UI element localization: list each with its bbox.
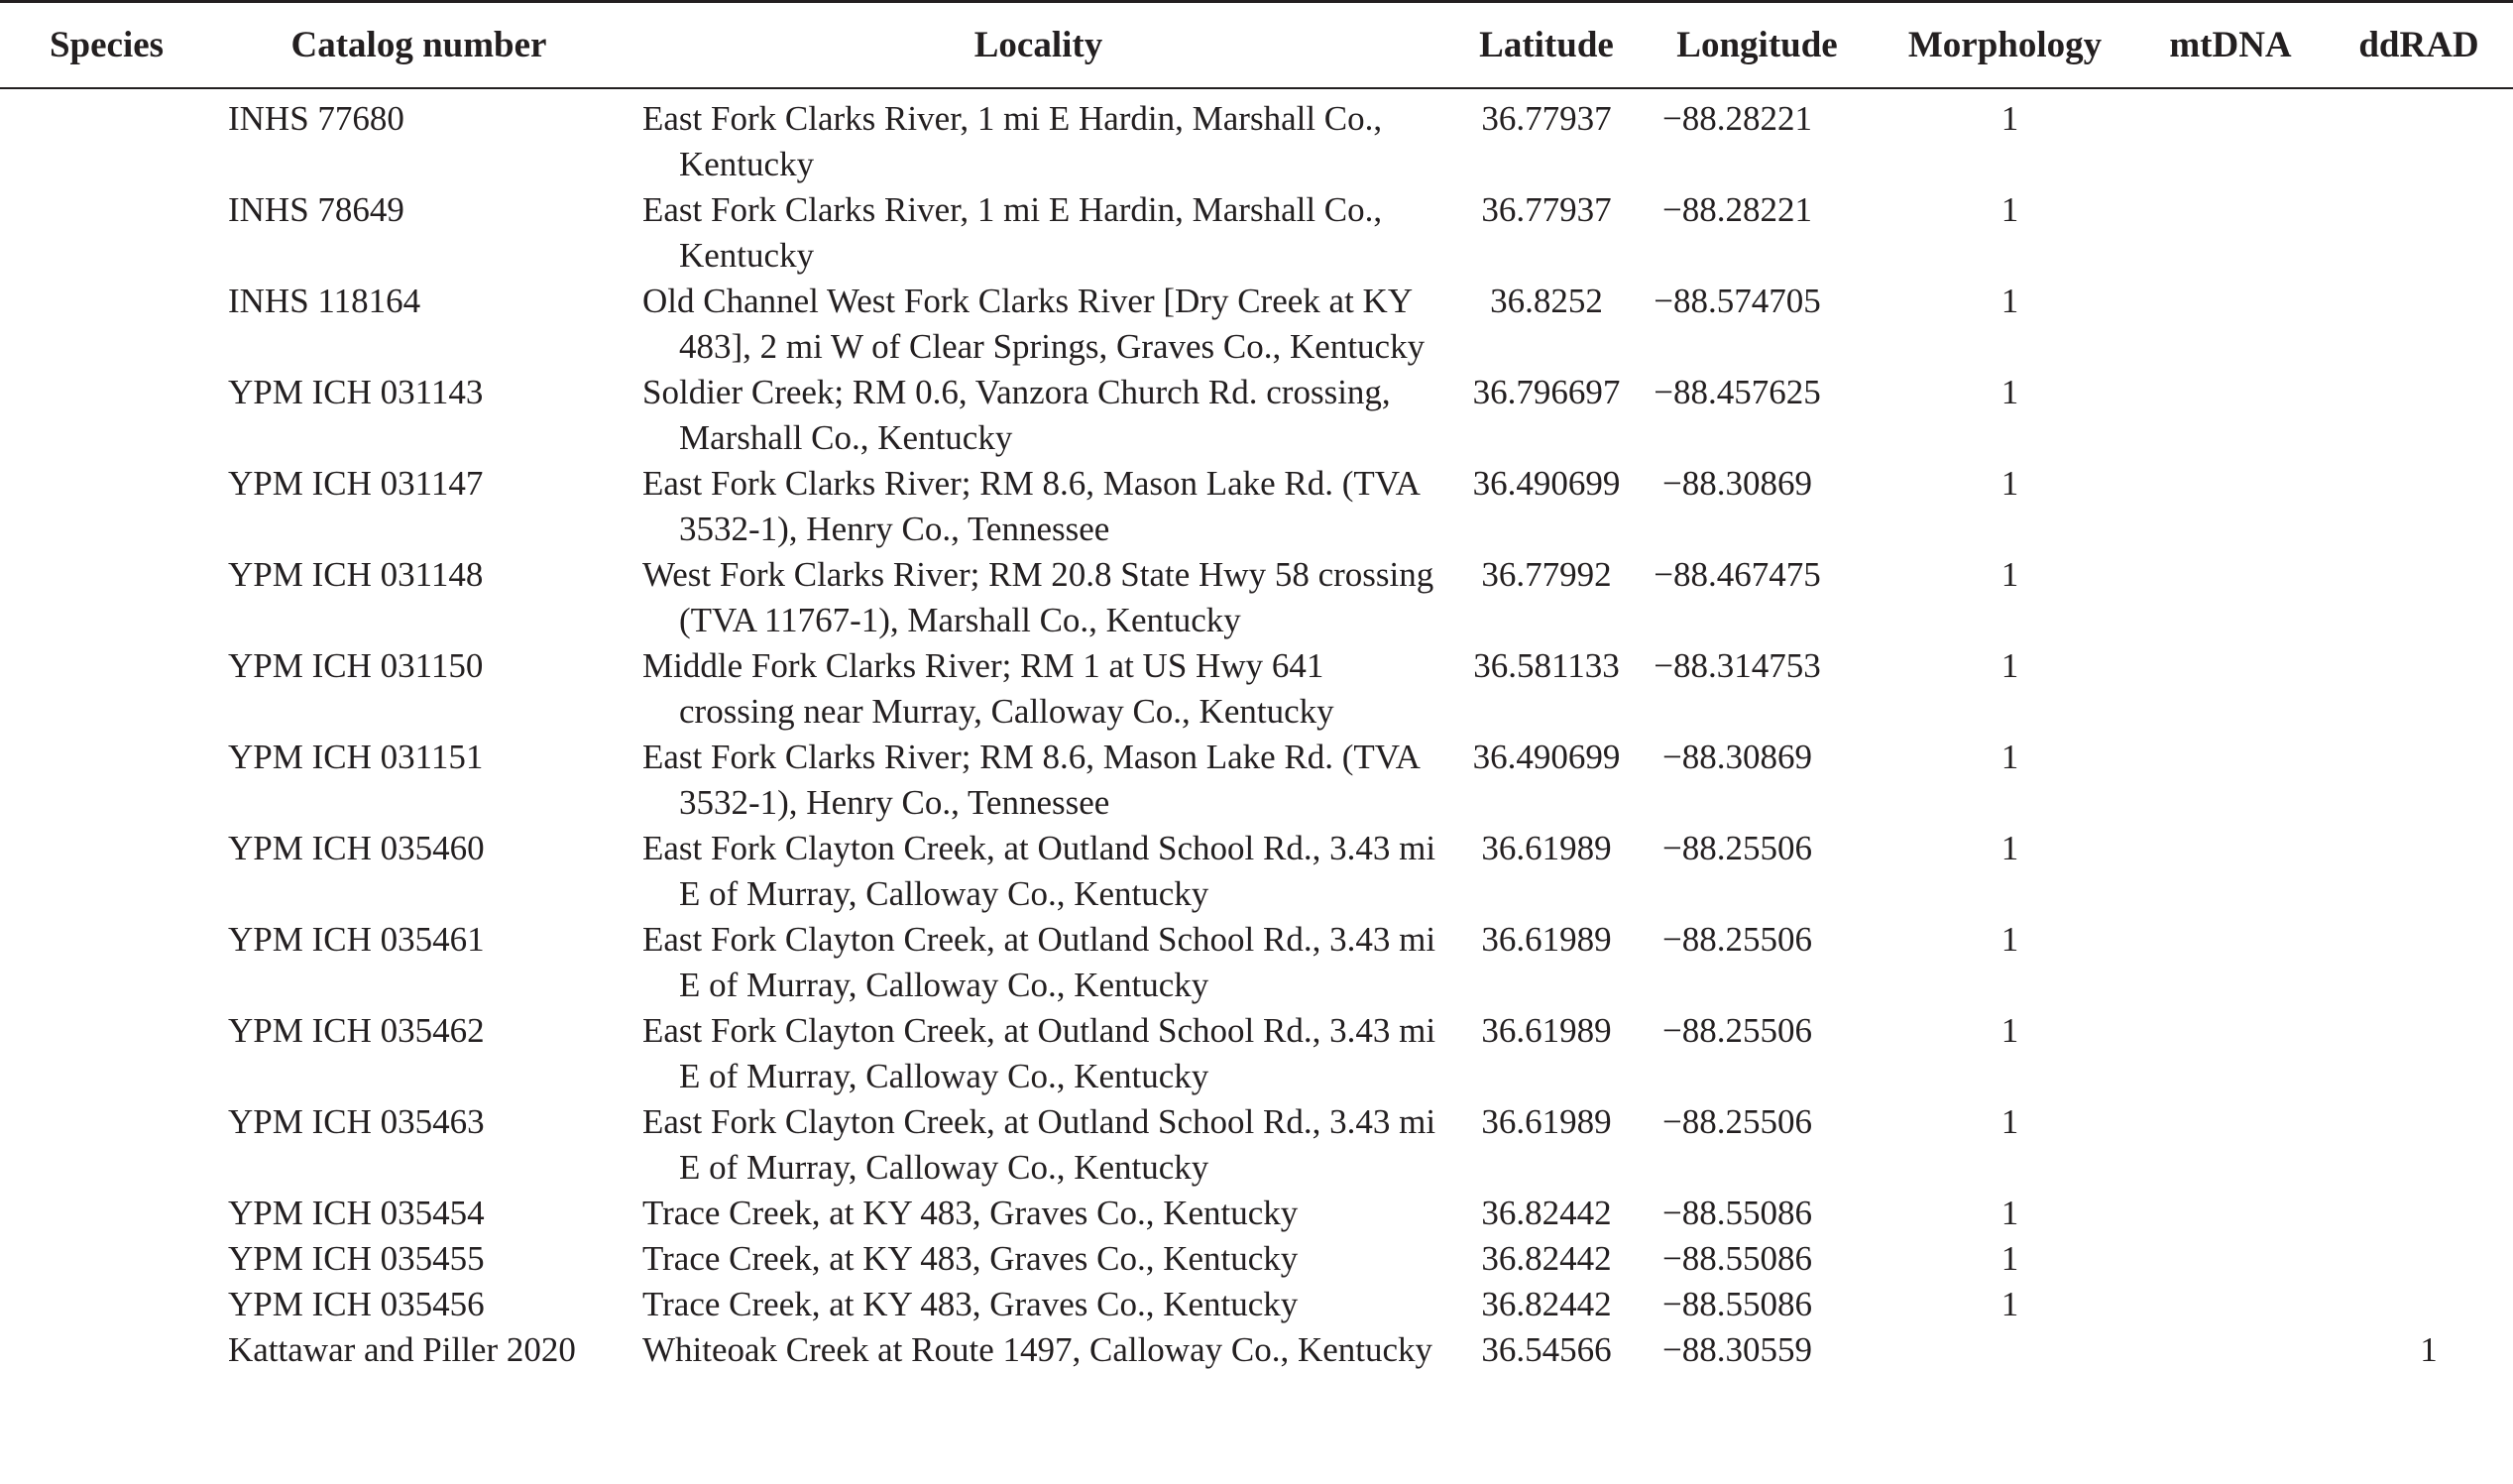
cell-mtdna (2136, 552, 2325, 643)
cell-latitude: 36.77937 (1481, 189, 1612, 229)
header-row (0, 2, 2513, 88)
table-row (0, 826, 2513, 917)
cell-ddrad (2325, 643, 2513, 735)
cell-species (0, 1236, 213, 1282)
cell-species (0, 917, 213, 1008)
table-row (0, 1327, 2513, 1373)
cell-latitude: 36.61989 (1481, 828, 1612, 867)
cell-species (0, 1282, 213, 1327)
cell-catalog-number: YPM ICH 035460 (228, 828, 485, 867)
cell-mtdna (2136, 187, 2325, 279)
header-ddrad: ddRAD (2325, 2, 2513, 88)
cell-locality: Old Channel West Fork Clarks River [Dry Creek at KY 483], 2 mi W of Clear Springs, Graves Co., Kentucky (642, 281, 1426, 366)
cell-species (0, 279, 213, 370)
cell-locality: West Fork Clarks River; RM 20.8 State Hwy 58 crossing (TVA 11767-1), Marshall Co., Kentucky (642, 554, 1434, 639)
header-morphology: Morphology (1874, 2, 2136, 88)
cell-catalog-number: INHS 77680 (228, 98, 404, 138)
cell-longitude: −88.25506 (1662, 919, 1812, 959)
cell-longitude: −88.30559 (1662, 1329, 1812, 1369)
cell-ddrad (2325, 279, 2513, 370)
cell-species (0, 643, 213, 735)
cell-morphology: 1 (2000, 189, 2019, 229)
cell-catalog-number: Kattawar and Piller 2020 (228, 1329, 576, 1369)
cell-ddrad: 1 (2420, 1329, 2438, 1369)
cell-mtdna (2136, 1191, 2325, 1236)
cell-morphology: 1 (2000, 281, 2019, 320)
cell-species (0, 735, 213, 826)
cell-ddrad (2325, 1191, 2513, 1236)
cell-longitude: −88.30869 (1662, 463, 1812, 503)
cell-locality: East Fork Clayton Creek, at Outland School Rd., 3.43 mi E of Murray, Calloway Co., Kentucky (642, 1010, 1436, 1095)
cell-catalog-number: YPM ICH 035462 (228, 1010, 485, 1050)
cell-locality: East Fork Clayton Creek, at Outland School Rd., 3.43 mi E of Murray, Calloway Co., Kentucky (642, 828, 1436, 913)
header-longitude: Longitude (1641, 2, 1874, 88)
cell-locality: Soldier Creek; RM 0.6, Vanzora Church Rd. crossing, Marshall Co., Kentucky (642, 372, 1391, 457)
header-catalog-number: Catalog number (213, 2, 625, 88)
cell-latitude: 36.61989 (1481, 1101, 1612, 1141)
cell-latitude: 36.61989 (1481, 919, 1612, 959)
cell-species (0, 370, 213, 461)
cell-longitude: −88.55086 (1662, 1193, 1812, 1232)
cell-catalog-number: YPM ICH 031143 (228, 372, 484, 411)
cell-longitude: −88.574705 (1654, 281, 1821, 320)
table-row (0, 917, 2513, 1008)
cell-species (0, 826, 213, 917)
cell-ddrad (2325, 370, 2513, 461)
cell-latitude: 36.77937 (1481, 98, 1612, 138)
cell-latitude: 36.490699 (1472, 737, 1621, 776)
cell-catalog-number: YPM ICH 035455 (228, 1238, 485, 1278)
cell-longitude: −88.25506 (1662, 828, 1812, 867)
cell-locality: East Fork Clayton Creek, at Outland School Rd., 3.43 mi E of Murray, Calloway Co., Kentucky (642, 1101, 1436, 1187)
cell-latitude: 36.77992 (1481, 554, 1612, 594)
cell-ddrad (2325, 1008, 2513, 1099)
cell-mtdna (2136, 1099, 2325, 1191)
cell-latitude: 36.54566 (1481, 1329, 1612, 1369)
cell-catalog-number: INHS 118164 (228, 281, 421, 320)
header-locality: Locality (625, 2, 1452, 88)
cell-latitude: 36.82442 (1481, 1193, 1612, 1232)
cell-latitude: 36.82442 (1481, 1238, 1612, 1278)
table-row (0, 552, 2513, 643)
cell-morphology: 1 (2000, 645, 2019, 685)
cell-catalog-number: YPM ICH 035461 (228, 919, 485, 959)
table-row (0, 1191, 2513, 1236)
cell-longitude: −88.28221 (1662, 189, 1812, 229)
table-row (0, 88, 2513, 187)
cell-mtdna (2136, 370, 2325, 461)
cell-longitude: −88.25506 (1662, 1101, 1812, 1141)
cell-latitude: 36.490699 (1472, 463, 1621, 503)
cell-morphology: 1 (2000, 737, 2019, 776)
table-row (0, 1282, 2513, 1327)
cell-locality: East Fork Clarks River; RM 8.6, Mason Lake Rd. (TVA 3532-1), Henry Co., Tennessee (642, 463, 1419, 548)
cell-latitude: 36.796697 (1472, 372, 1621, 411)
cell-morphology: 1 (2000, 1193, 2019, 1232)
cell-species (0, 187, 213, 279)
cell-longitude: −88.55086 (1662, 1238, 1812, 1278)
cell-ddrad (2325, 826, 2513, 917)
cell-morphology: 1 (2000, 1010, 2019, 1050)
cell-morphology: 1 (2000, 1101, 2019, 1141)
cell-latitude: 36.82442 (1481, 1284, 1612, 1323)
cell-latitude: 36.61989 (1481, 1010, 1612, 1050)
table-row (0, 370, 2513, 461)
cell-mtdna (2136, 643, 2325, 735)
header-latitude: Latitude (1452, 2, 1641, 88)
cell-catalog-number: YPM ICH 031147 (228, 463, 484, 503)
cell-morphology: 1 (2000, 1284, 2019, 1323)
cell-catalog-number: YPM ICH 035456 (228, 1284, 485, 1323)
cell-mtdna (2136, 1236, 2325, 1282)
cell-species (0, 1327, 213, 1373)
cell-mtdna (2136, 279, 2325, 370)
cell-locality: Trace Creek, at KY 483, Graves Co., Kentucky (642, 1238, 1299, 1278)
cell-ddrad (2325, 1099, 2513, 1191)
cell-mtdna (2136, 1282, 2325, 1327)
cell-ddrad (2325, 1282, 2513, 1327)
table-row (0, 1008, 2513, 1099)
cell-ddrad (2325, 461, 2513, 552)
cell-species (0, 1008, 213, 1099)
cell-longitude: −88.467475 (1654, 554, 1821, 594)
cell-catalog-number: YPM ICH 035454 (228, 1193, 485, 1232)
table-row (0, 187, 2513, 279)
cell-longitude: −88.30869 (1662, 737, 1812, 776)
cell-species (0, 552, 213, 643)
cell-ddrad (2325, 1236, 2513, 1282)
cell-ddrad (2325, 735, 2513, 826)
cell-locality: East Fork Clarks River, 1 mi E Hardin, Marshall Co., Kentucky (642, 98, 1383, 183)
cell-species (0, 88, 213, 187)
cell-species (0, 1191, 213, 1236)
cell-ddrad (2325, 187, 2513, 279)
cell-morphology: 1 (2000, 1238, 2019, 1278)
header-mtdna: mtDNA (2136, 2, 2325, 88)
cell-catalog-number: YPM ICH 031148 (228, 554, 484, 594)
cell-longitude: −88.25506 (1662, 1010, 1812, 1050)
cell-morphology: 1 (2000, 463, 2019, 503)
cell-morphology: 1 (2000, 919, 2019, 959)
table-row (0, 461, 2513, 552)
cell-mtdna (2136, 917, 2325, 1008)
cell-mtdna (2136, 461, 2325, 552)
cell-mtdna (2136, 735, 2325, 826)
cell-mtdna (2136, 826, 2325, 917)
table-header (0, 2, 2513, 88)
table-row (0, 1236, 2513, 1282)
cell-longitude: −88.457625 (1654, 372, 1821, 411)
cell-latitude: 36.581133 (1473, 645, 1620, 685)
table-row (0, 279, 2513, 370)
cell-species (0, 461, 213, 552)
table-row (0, 735, 2513, 826)
cell-mtdna (2136, 88, 2325, 187)
cell-ddrad (2325, 88, 2513, 187)
table-row (0, 643, 2513, 735)
cell-locality: East Fork Clarks River, 1 mi E Hardin, Marshall Co., Kentucky (642, 189, 1383, 275)
cell-locality: Middle Fork Clarks River; RM 1 at US Hwy 641 crossing near Murray, Calloway Co., Kentucky (642, 645, 1334, 731)
cell-morphology (1874, 1327, 2136, 1373)
cell-morphology: 1 (2000, 554, 2019, 594)
cell-mtdna (2136, 1008, 2325, 1099)
table-body (0, 88, 2513, 1373)
cell-locality: East Fork Clayton Creek, at Outland School Rd., 3.43 mi E of Murray, Calloway Co., Kentucky (642, 919, 1436, 1004)
cell-morphology: 1 (2000, 98, 2019, 138)
cell-longitude: −88.55086 (1662, 1284, 1812, 1323)
cell-mtdna (2136, 1327, 2325, 1373)
cell-morphology: 1 (2000, 372, 2019, 411)
cell-catalog-number: YPM ICH 031150 (228, 645, 484, 685)
header-species: Species (0, 2, 213, 88)
cell-longitude: −88.28221 (1662, 98, 1812, 138)
cell-ddrad (2325, 552, 2513, 643)
cell-species (0, 1099, 213, 1191)
cell-catalog-number: YPM ICH 031151 (228, 737, 484, 776)
cell-catalog-number: INHS 78649 (228, 189, 404, 229)
cell-locality: Trace Creek, at KY 483, Graves Co., Kentucky (642, 1193, 1299, 1232)
cell-locality: Trace Creek, at KY 483, Graves Co., Kentucky (642, 1284, 1299, 1323)
table-row (0, 1099, 2513, 1191)
cell-longitude: −88.314753 (1654, 645, 1821, 685)
cell-morphology: 1 (2000, 828, 2019, 867)
cell-catalog-number: YPM ICH 035463 (228, 1101, 485, 1141)
cell-locality: Whiteoak Creek at Route 1497, Calloway Co., Kentucky (642, 1329, 1433, 1369)
cell-locality: East Fork Clarks River; RM 8.6, Mason Lake Rd. (TVA 3532-1), Henry Co., Tennessee (642, 737, 1419, 822)
cell-ddrad (2325, 917, 2513, 1008)
cell-latitude: 36.8252 (1490, 281, 1603, 320)
